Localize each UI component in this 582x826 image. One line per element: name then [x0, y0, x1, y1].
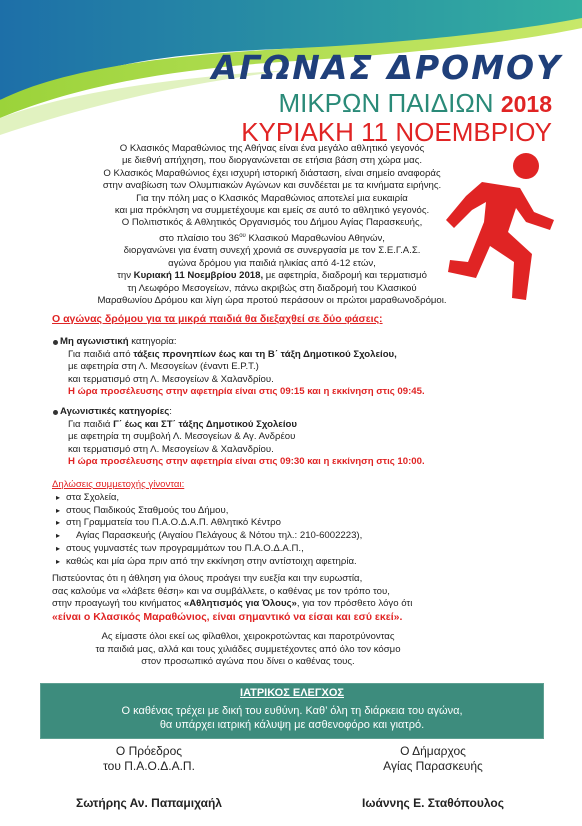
intro-line: τη Λεωφόρο Μεσογείων, πάνω ακριβώς στη διαδρομή του Κλασικού — [127, 282, 417, 294]
closing-line: Πιστεύοντας ότι η άθληση για όλους προάγει την ευεξία και την ευρωστία, — [52, 573, 363, 584]
closing-line — [52, 598, 542, 611]
category-text: Για παιδιά από — [68, 348, 134, 360]
cheer-text — [68, 631, 428, 669]
event-year: 2018 — [500, 91, 552, 117]
intro-line: διοργανώνει για ένατη συνεχή χρονιά σε συνεργασία με τον Σ.Ε.Γ.Α.Σ. — [123, 245, 421, 257]
category-text: Για παιδιά — [68, 418, 114, 430]
medical-title: ΙΑΤΡΙΚΟΣ ΕΛΕΓΧΟΣ — [41, 684, 543, 702]
category-heading-bold: Αγωνιστικές κατηγορίες — [60, 406, 170, 417]
medical-panel — [40, 683, 544, 739]
ordinal-superscript: ου — [239, 232, 246, 239]
category-time: Η ώρα προσέλευσης στην αφετηρία είναι στις 09:30 και η εκκίνηση στις 10:00. — [68, 456, 425, 468]
intro-line: με διεθνή απήχηση, που διοργανώνεται σε ετήσια βάση στη χώρα μας. — [121, 155, 423, 167]
movement-name: «Αθλητισμός για Όλους» — [183, 598, 297, 610]
intro-line — [52, 230, 492, 246]
category-heading-rest: : — [169, 406, 172, 417]
declarations-heading: Δηλώσεις συμμετοχής γίνονται: — [52, 479, 185, 490]
intro-line — [52, 270, 492, 282]
event-date: ΚΥΡΙΑΚΗ 11 ΝΟΕΜΒΡΙΟΥ — [241, 117, 552, 147]
intro-text-part: με αφετηρία, διαδρομή και τερματισμό — [263, 270, 427, 282]
signature-role: Ο Πρόεδρος — [115, 744, 183, 758]
cheer-line: τα παιδιά μας, αλλά και τους χιλιάδες συμμετέχοντες από όλο τον κόσμο — [95, 643, 401, 655]
intro-text-part: στο πλαίσιο του 36 — [159, 233, 240, 245]
category-heading-rest: κατηγορία: — [128, 336, 177, 347]
category-non-competitive — [60, 336, 425, 399]
category-line: και τερματισμό στη Λ. Μεσογείων & Χαλανδρίου. — [68, 373, 274, 385]
phases-heading: Ο αγώνας δρόμου για τα μικρά παιδιά θα διεξαχθεί σε δύο φάσεις: — [52, 313, 383, 325]
closing-text-part: στην προαγωγή του κινήματος — [52, 598, 184, 610]
declarations-list — [52, 492, 362, 569]
intro-text — [52, 143, 492, 307]
declarations-section — [52, 479, 362, 569]
signature-mayor — [318, 744, 548, 811]
intro-line: Ο Κλασικός Μαραθώνιος έχει ισχυρή ιστορική διάσταση, είναι σημείο αναφοράς — [103, 167, 441, 179]
intro-line: στην αναβίωση των Ολυμπιακών Αγώνων και συνδέεται με τα κινήματα ειρήνης. — [102, 180, 442, 192]
intro-line: αγώνα δρόμου για παιδιά ηλικίας από 4-12 ετών, — [168, 257, 376, 269]
intro-line: Μαραθωνίου Δρόμου και λίγη ώρα προτού περάσουν οι πρώτοι μαραθωνοδρόμοι. — [97, 295, 447, 307]
signature-name: Ιωάννης Ε. Σταθόπουλος — [362, 796, 504, 810]
intro-line: Ο Κλασικός Μαραθώνιος της Αθήνας είναι ένα μεγάλο αθλητικό γεγονός — [119, 143, 425, 154]
intro-text-part: την — [117, 270, 134, 282]
signature-role: του Π.Α.Ο.Δ.Α.Π. — [103, 759, 195, 773]
signature-role: Αγίας Παρασκευής — [383, 759, 483, 773]
intro-line: και μια πρόκληση να συμμετέχουμε και εμείς σε αυτό το αθλητικό γεγονός. — [114, 205, 430, 217]
category-competitive — [60, 406, 425, 469]
signature-president — [44, 744, 254, 811]
category-line: και τερματισμό στη Λ. Μεσογείων & Χαλανδρίου. — [68, 443, 274, 455]
medical-line: θα υπάρχει ιατρική κάλυψη με ασθενοφόρο και γιατρό. — [159, 719, 425, 731]
event-subtitle — [278, 88, 552, 119]
closing-line: σας καλούμε να «λάβετε θέση» και να συμβάλλετε, ο καθένας με τον τρόπο του, — [52, 585, 390, 597]
category-grades: τάξεις προνηπίων έως και τη Β΄ τάξη Δημοτικού Σχολείου, — [133, 348, 397, 360]
intro-line: Για την πόλη μας ο Κλασικός Μαραθώνιος αποτελεί μια ευκαιρία — [136, 192, 408, 204]
intro-text-part: Κλασικού Μαραθωνίου Αθηνών, — [245, 233, 385, 245]
list-item: ▸ στους γυμναστές των προγραμμάτων του Π.Α.Ο.Δ.Α.Π., — [56, 543, 362, 556]
category-line: με αφετηρία τη συμβολή Λ. Μεσογείων & Αγ. Ανδρέου — [68, 431, 296, 443]
signature-name: Σωτήρης Αν. Παπαμιχαήλ — [76, 796, 222, 810]
intro-line: Ο Πολιτιστικός & Αθλητικός Οργανισμός του Δήμου Αγίας Παρασκευής, — [121, 217, 423, 229]
closing-text-part: , για τον πρόσθετο λόγο ότι — [296, 598, 413, 610]
category-heading — [60, 406, 425, 419]
cheer-line: Ας είμαστε όλοι εκεί ως φίλαθλοι, χειροκροτώντας και παροτρύνοντας — [101, 631, 395, 642]
category-heading-bold: Μη αγωνιστική — [60, 336, 129, 347]
medical-body — [41, 702, 543, 738]
category-heading — [60, 336, 425, 349]
list-item: ▸ στη Γραμματεία του Π.Α.Ο.Δ.Α.Π. Αθλητικό Κέντρο — [56, 517, 362, 530]
medical-line: Ο καθένας τρέχει με δική του ευθύνη. Καθ’ όλη τη διάρκεια του αγώνα, — [121, 705, 463, 717]
race-date-bold: Κυριακή 11 Νοεμβρίου 2018, — [133, 270, 264, 282]
list-item-continuation: ▸ Αγίας Παρασκευής (Αιγαίου Πελάγους & Νότου τηλ.: 210-6002223), — [56, 530, 362, 543]
category-line — [60, 349, 425, 362]
event-subtitle-text: ΜΙΚΡΩΝ ΠΑΙΔΙΩΝ — [278, 88, 494, 118]
category-line: με αφετηρία στη Λ. Μεσογείων (έναντι Ε.Ρ.Τ.) — [68, 361, 259, 373]
list-item: ▸ στους Παιδικούς Σταθμούς του Δήμου, — [56, 505, 362, 518]
event-title: ΑΓΩΝΑΣ ΔΡΟΜΟΥ — [211, 48, 562, 87]
category-grades: Γ΄ έως και ΣΤ΄ τάξης Δημοτικού Σχολείου — [113, 418, 297, 430]
list-item: ▸ στα Σχολεία, — [56, 492, 362, 505]
list-item: ▸ καθώς και μία ώρα πριν από την εκκίνηση στην αντίστοιχη αφετηρία. — [56, 556, 362, 569]
signature-role: Ο Δήμαρχος — [400, 744, 466, 758]
category-time: Η ώρα προσέλευσης στην αφετηρία είναι στις 09:15 και η εκκίνηση στις 09:45. — [68, 386, 425, 398]
cheer-line: στον προσωπικό αγώνα που δίνει ο καθένας τους. — [141, 656, 355, 668]
category-line — [60, 419, 425, 432]
closing-text — [52, 573, 542, 623]
closing-slogan: «είναι ο Κλασικός Μαραθώνιος, είναι σημαντικό να είσαι και εσύ εκεί». — [52, 610, 403, 623]
